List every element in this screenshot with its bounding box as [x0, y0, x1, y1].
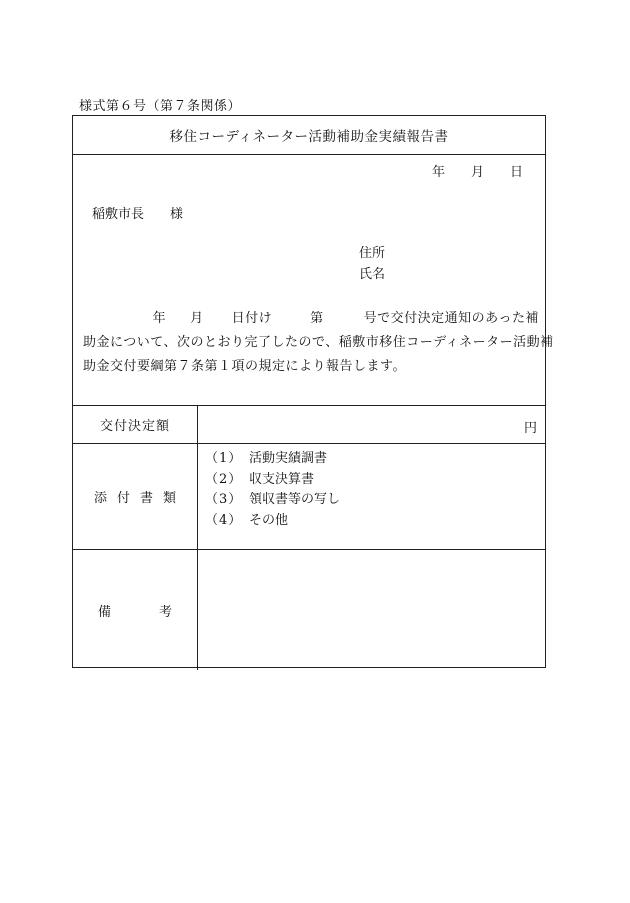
report-line-1 — [83, 307, 539, 331]
date-day: 日 — [509, 165, 523, 180]
address-label: 住所 — [359, 246, 386, 261]
applicant-block — [359, 243, 385, 285]
attachments-list — [205, 449, 340, 531]
remarks-label-cell — [73, 550, 220, 670]
attachments-value-cell — [198, 444, 545, 549]
remarks-value-cell — [198, 550, 545, 670]
date-month: 月 — [470, 165, 484, 180]
list-item — [205, 511, 340, 532]
attachment-number: （2） — [205, 471, 243, 487]
report-body — [73, 155, 554, 406]
amount-value-cell — [198, 406, 545, 443]
attachment-number: （1） — [205, 451, 243, 466]
form-title: 移住コーディネーター活動補助金実績報告書 — [73, 116, 545, 155]
report-year: 年 — [152, 311, 167, 326]
report-line-1-rest: 号で交付決定通知のあった補 — [363, 311, 539, 326]
addressee — [92, 203, 183, 222]
addressee-honorific: 様 — [170, 207, 184, 222]
amount-row — [73, 406, 545, 444]
attachment-number: （3） — [205, 492, 243, 507]
attachment-number: （4） — [205, 512, 243, 528]
report-line-3: 助金交付要綱第７条第１項の規定により報告します。 — [83, 359, 406, 374]
amount-label: 交付決定額 — [73, 406, 198, 443]
report-form — [72, 115, 554, 668]
remarks-row — [73, 550, 545, 670]
remarks-label: 備考 — [97, 604, 220, 620]
addressee-name: 稲敷市長 — [92, 207, 145, 222]
name-label: 氏名 — [359, 267, 386, 282]
report-line-2: 助金について、次のとおり完了したので、稲敷市移住コーディネーター活動補 — [83, 335, 554, 350]
attachment-text: その他 — [249, 512, 289, 528]
list-item — [205, 449, 340, 470]
report-number-prefix: 第 — [310, 311, 324, 326]
report-statement — [83, 307, 554, 379]
report-month: 月 — [190, 311, 204, 326]
list-item — [205, 490, 340, 511]
attachments-row — [73, 444, 545, 550]
attachment-text: 領収書等の写し — [249, 492, 341, 507]
attachments-label: 添付書類 — [93, 491, 186, 506]
date-year: 年 — [431, 165, 445, 180]
date-line — [432, 161, 523, 180]
attachment-text: 活動実績調書 — [249, 451, 328, 466]
attachments-label-cell — [73, 444, 198, 549]
list-item — [205, 470, 340, 491]
amount-unit: 円 — [523, 421, 537, 436]
report-day: 日付け — [231, 311, 273, 326]
form-number-label: 様式第６号（第７条関係） — [79, 99, 242, 114]
attachment-text: 収支決算書 — [249, 471, 315, 487]
